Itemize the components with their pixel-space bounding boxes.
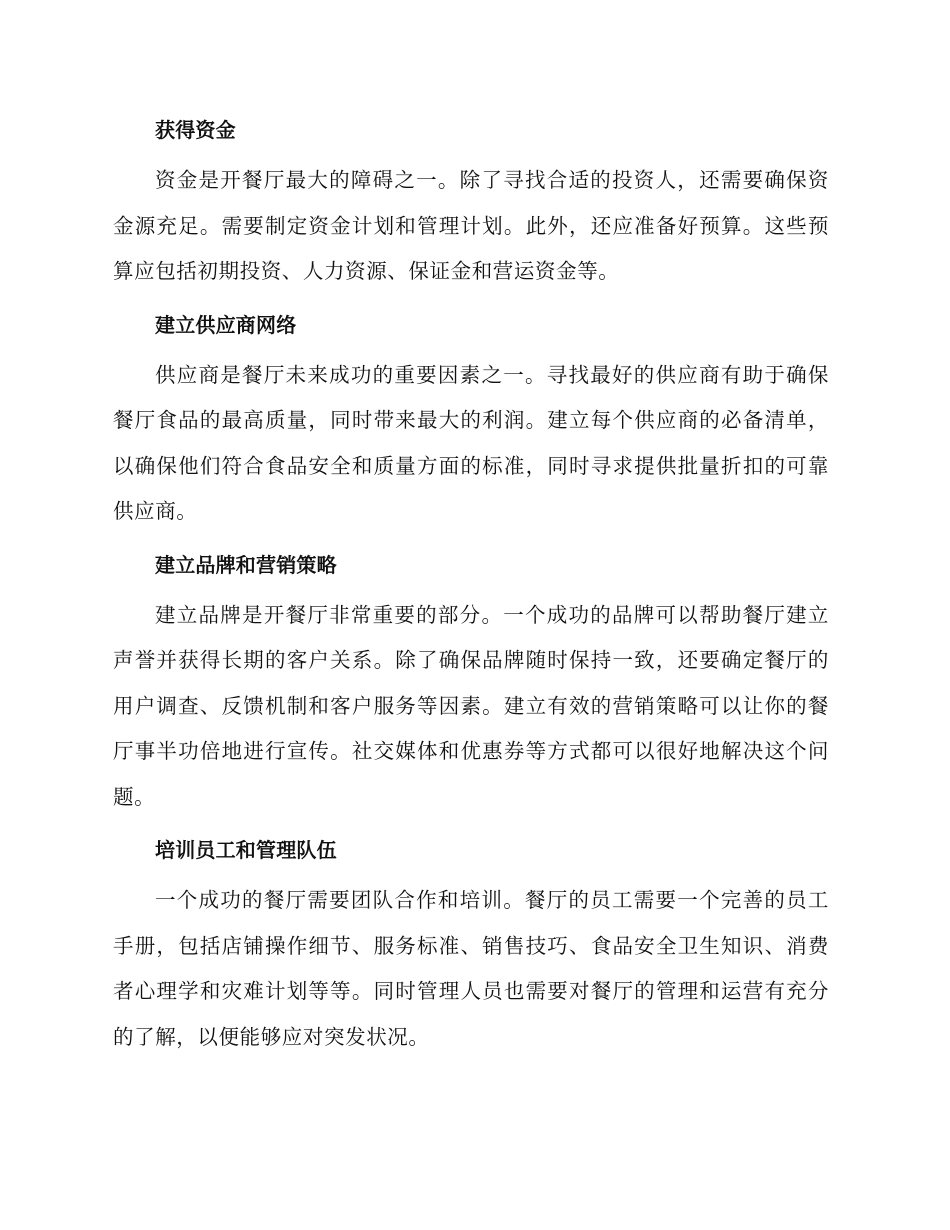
section-paragraph: 供应商是餐厅未来成功的重要因素之一。寻找最好的供应商有助于确保餐厅食品的最高质量，同时带来最大的利润。建立每个供应商的必备清单，以确保他们符合食品安全和质量方面的标准，同时寻求提供批量折扣的可靠供应商。: [113, 362, 829, 523]
section-paragraph: 一个成功的餐厅需要团队合作和培训。餐厅的员工需要一个完善的员工手册，包括店铺操作细节、服务标准、销售技巧、食品安全卫生知识、消费者心理学和灾难计划等等。同时管理人员也需要对餐厅的管理和运营有充分的了解，以便能够应对突发状况。: [113, 888, 829, 1049]
section-funding: [113, 112, 829, 295]
section-supplier-network: [113, 307, 829, 535]
section-paragraph: 建立品牌是开餐厅非常重要的部分。一个成功的品牌可以帮助餐厅建立声誉并获得长期的客户关系。除了确保品牌随时保持一致，还要确定餐厅的用户调查、反馈机制和客户服务等因素。建立有效的营销策略可以让你的餐厅事半功倍地进行宣传。社交媒体和优惠券等方式都可以很好地解决这个问题。: [113, 602, 829, 809]
section-staff-training: [113, 832, 829, 1060]
section-brand-marketing: [113, 547, 829, 821]
section-heading: 建立供应商网络: [155, 312, 297, 337]
section-paragraph: 资金是开餐厅最大的障碍之一。除了寻找合适的投资人，还需要确保资金源充足。需要制定资金计划和管理计划。此外，还应准备好预算。这些预算应包括初期投资、人力资源、保证金和营运资金等。: [113, 168, 829, 283]
section-heading: 获得资金: [155, 118, 236, 142]
section-heading: 培训员工和管理队伍: [155, 838, 337, 862]
section-heading: 建立品牌和营销策略: [155, 552, 337, 577]
